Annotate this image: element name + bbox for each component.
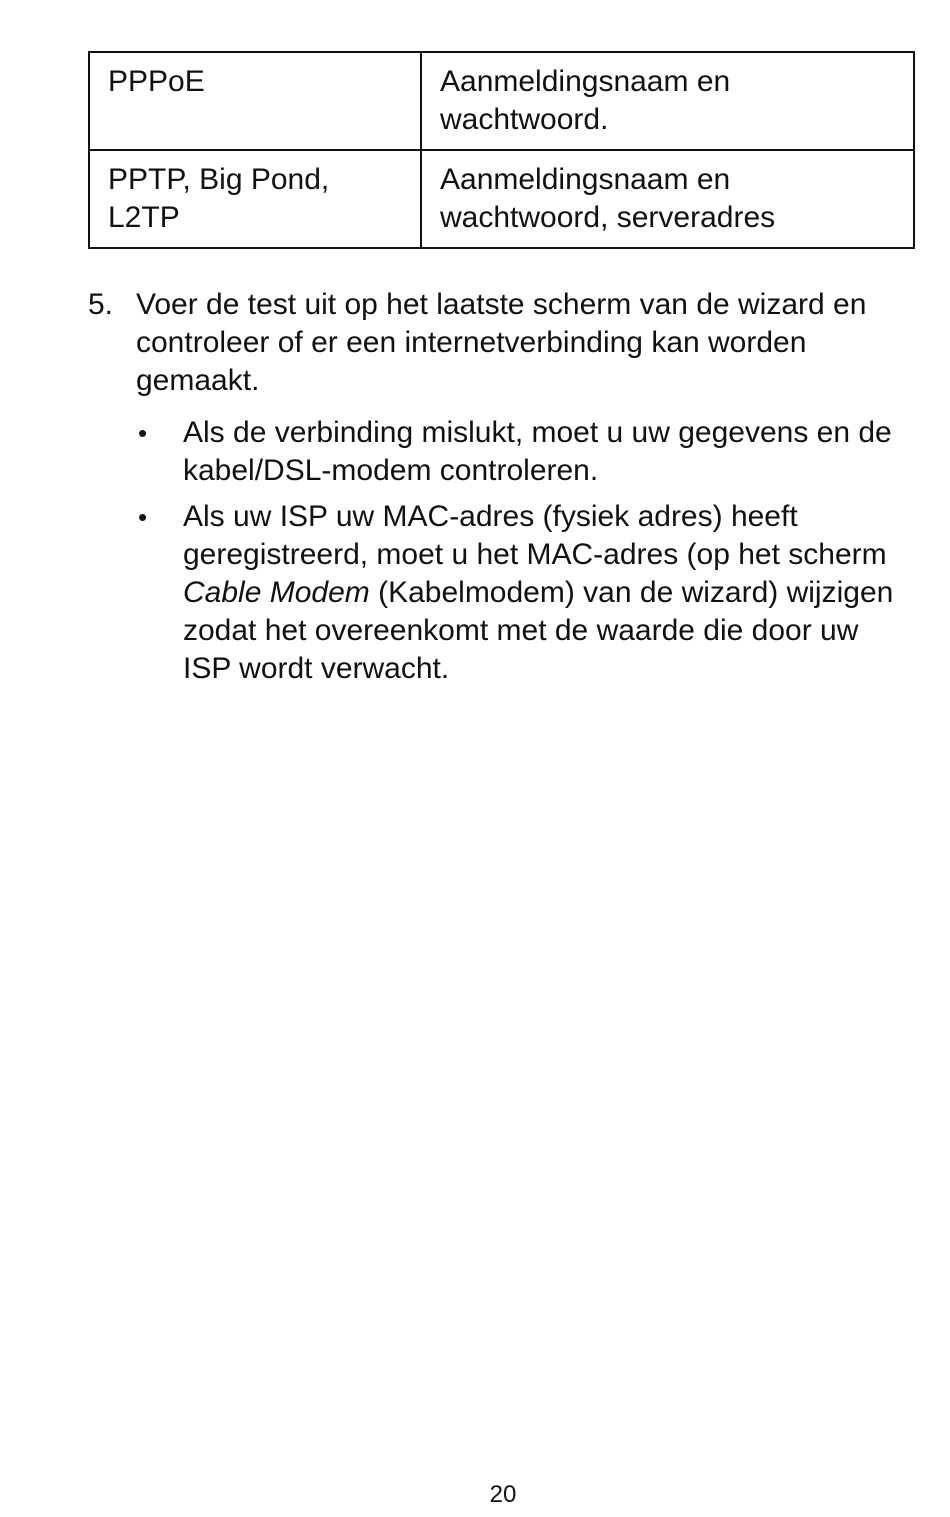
screen-name-cable-modem: Cable Modem (183, 576, 370, 609)
list-item (136, 498, 908, 688)
required-info-cell: Aanmeldingsnaam en wachtwoord. (421, 52, 914, 150)
connection-type-cell: PPTP, Big Pond, L2TP (89, 150, 421, 248)
bullet-text-end: (Kabelmodem) van de wizard) wijzigen zodat het overeenkomt met de waarde die door uw ISP wordt verwacht. (183, 576, 894, 685)
page-number: 20 (489, 1481, 517, 1508)
bullet-icon: • (138, 418, 148, 448)
connection-type-table (88, 51, 915, 249)
step-body (136, 286, 908, 688)
bullet-list (136, 414, 908, 688)
step-number: 5. (88, 288, 114, 321)
step-text: Voer de test uit op het laatste scherm van de wizard en controleer of er een internetverbinding kan worden gemaakt. (136, 288, 867, 397)
step-5 (88, 286, 908, 696)
bullet-icon: • (138, 502, 148, 532)
table-row (89, 150, 914, 248)
table-row (89, 52, 914, 150)
bullet-text: Als de verbinding mislukt, moet u uw gegevens en de kabel/DSL-modem controleren. (183, 416, 892, 487)
list-item (136, 414, 908, 490)
required-info-cell: Aanmeldingsnaam en wachtwoord, serveradres (421, 150, 914, 248)
bullet-text-start: Als uw ISP uw MAC-adres (fysiek adres) heeft geregistreerd, moet u het MAC-adres (op het scherm (183, 500, 887, 571)
connection-type-cell: PPPoE (89, 52, 421, 150)
